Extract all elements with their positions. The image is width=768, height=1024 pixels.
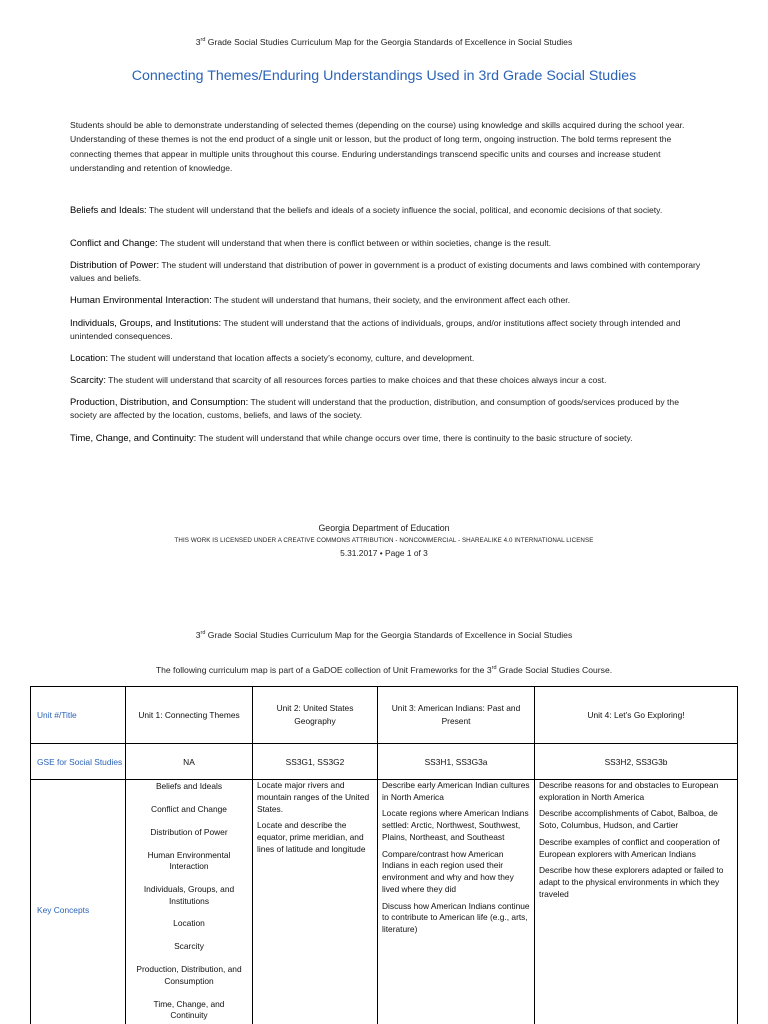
list-item: Conflict and Change (151, 803, 227, 814)
theme-term: Time, Change, and Continuity: (70, 432, 197, 443)
theme-scarcity (70, 374, 706, 387)
row-label-key-concepts: Key Concepts (31, 780, 126, 1024)
footer-license: THIS WORK IS LICENSED UNDER A CREATIVE COMMONS ATTRIBUTION - NONCOMMERCIAL - SHAREALIKE 4.0 INTERNATIONAL LICENSE (174, 537, 594, 544)
table-row-gse (31, 744, 738, 780)
page-header (0, 37, 768, 47)
unit-1-gse: NA (126, 744, 253, 780)
list-item: Locate regions where American Indians settled: Arctic, Northwest, Southwest, Plains, Northeast, and Southeast (382, 808, 529, 842)
curriculum-map-intro (0, 665, 768, 675)
theme-term: Individuals, Groups, and Institutions: (70, 317, 222, 328)
theme-description: The student will understand that scarcity of all resources forces parties to make choices and that these choices always incur a cost. (105, 375, 607, 385)
row-label-gse: GSE for Social Studies (31, 744, 126, 780)
header-ordinal-suffix: rd (200, 37, 206, 44)
unit-4-key-concepts (535, 780, 738, 1024)
theme-location (70, 352, 706, 365)
theme-description: The student will understand that the beliefs and ideals of a society influence the social, political, and economic decisions of that society. (146, 205, 663, 215)
list-item: Discuss how American Indians continue to contribute to American life (e.g., arts, literature) (382, 900, 530, 935)
list-item: Human Environmental Interaction (147, 849, 231, 872)
theme-term: Conflict and Change: (70, 237, 158, 248)
unit-3-gse: SS3H1, SS3G3a (378, 744, 535, 780)
unit-2-gse: SS3G1, SS3G2 (253, 744, 378, 780)
header-text: Grade Social Studies Curriculum Map for the Georgia Standards of Excellence in Social Studies (205, 630, 573, 640)
theme-term: Human Environmental Interaction: (70, 294, 212, 305)
unit-3-title: Unit 3: American Indians: Past and Present (378, 687, 535, 744)
theme-conflict-and-change (70, 237, 706, 250)
list-item: Locate major rivers and mountain ranges of the United States. (257, 780, 370, 814)
theme-description: The student will understand that when there is conflict between or within societies, change is the result. (157, 238, 552, 248)
theme-term: Beliefs and Ideals: (70, 204, 147, 215)
page-header (0, 630, 768, 640)
header-grade-number: 3 (195, 630, 201, 640)
table-row-unit-titles (31, 687, 738, 744)
header-text: Grade Social Studies Curriculum Map for the Georgia Standards of Excellence in Social Studies (205, 37, 573, 47)
list-item: Describe accomplishments of Cabot, Balboa, de Soto, Columbus, Hudson, and Cartier (539, 808, 718, 831)
intro-paragraph: Students should be able to demonstrate understanding of selected themes (depending on the course) using knowledge and skills acquired during the school year. Understanding of these themes is not the end product of a single unit or lesson, but the product of long term, ongoing instruction. The bold terms represent the connecting themes that appear in multiple units throughout this course. Enduring understandings transcend specific units and courses and increase student understanding and retention of knowledge. (70, 120, 685, 173)
list-item: Describe examples of conflict and cooperation of European explorers with American Indians (539, 836, 720, 859)
document-title: Connecting Themes/Enduring Understandings Used in 3rd Grade Social Studies (131, 68, 637, 84)
list-item: Describe reasons for and obstacles to European exploration in North America (539, 780, 719, 802)
intro-text: The following curriculum map is part of a GaDOE collection of Unit Frameworks for the 3 (155, 665, 492, 675)
list-item: Production, Distribution, and Consumption (136, 964, 242, 986)
theme-distribution-of-power (70, 259, 706, 284)
header-grade-number: 3 (195, 37, 201, 47)
theme-description: The student will understand that the actions of individuals, groups, and/or institutions affect society through intended and unintended consequences. (70, 318, 681, 341)
theme-term: Production, Distribution, and Consumption: (70, 396, 249, 407)
list-item: Scarcity (174, 941, 204, 952)
unit-1-title: Unit 1: Connecting Themes (126, 687, 253, 744)
theme-description: The student will understand that location affects a society’s economy, culture, and development. (108, 353, 475, 363)
theme-time-change-continuity (70, 432, 706, 445)
theme-term: Location: (70, 352, 109, 363)
footer-date-page: 5.31.2017 • Page 1 of 3 (340, 548, 428, 558)
table-row-key-concepts (31, 780, 738, 1024)
theme-term: Distribution of Power: (70, 259, 160, 270)
unit-2-title: Unit 2: United States Geography (253, 687, 378, 744)
theme-beliefs-and-ideals (70, 204, 706, 217)
footer-department: Georgia Department of Education (318, 523, 450, 533)
list-item: Distribution of Power (150, 826, 228, 837)
theme-individuals-groups-institutions (70, 317, 706, 342)
list-item: Locate and describe the equator, prime meridian, and lines of latitude and longitude (257, 820, 366, 854)
theme-human-environmental-interaction (70, 294, 706, 307)
theme-description: The student will understand that humans, their society, and the environment affect each other. (211, 295, 571, 305)
theme-description: The student will understand that the production, distribution, and consumption of goods/services produced by the society are affected by the location, customs, beliefs, and laws of the society. (70, 397, 679, 420)
theme-term: Scarcity: (70, 374, 106, 385)
unit-3-key-concepts (378, 780, 535, 1024)
theme-description: The student will understand that distribution of power in government is a product of existing documents and laws combined with contemporary values and beliefs. (70, 260, 701, 283)
theme-production-distribution-consumption (70, 396, 706, 421)
list-item: Compare/contrast how American Indians in each region used their environment and why and how they lived where they did (382, 848, 514, 894)
theme-description: The student will understand that while change occurs over time, there is continuity to the basic structure of society. (196, 433, 633, 443)
list-item: Individuals, Groups, and Institutions (143, 884, 235, 906)
unit-4-gse: SS3H2, SS3G3b (535, 744, 738, 780)
list-item: Beliefs and Ideals (155, 781, 223, 791)
list-item: Location (173, 918, 205, 929)
list-item: Describe early American Indian cultures in North America (382, 780, 530, 802)
list-item: Describe how these explorers adapted or failed to adapt to the physical environments in which they traveled (539, 865, 724, 899)
intro-ordinal-suffix: rd (491, 665, 497, 672)
header-ordinal-suffix: rd (200, 630, 206, 637)
row-label-unit-title: Unit #/Title (31, 687, 126, 744)
unit-2-key-concepts (253, 780, 378, 1024)
intro-text-end: Grade Social Studies Course. (496, 665, 613, 675)
curriculum-map-table (30, 686, 738, 1024)
unit-1-key-concepts (126, 780, 253, 1024)
list-item: Time, Change, and Continuity (153, 998, 225, 1021)
unit-4-title: Unit 4: Let’s Go Exploring! (535, 687, 738, 744)
